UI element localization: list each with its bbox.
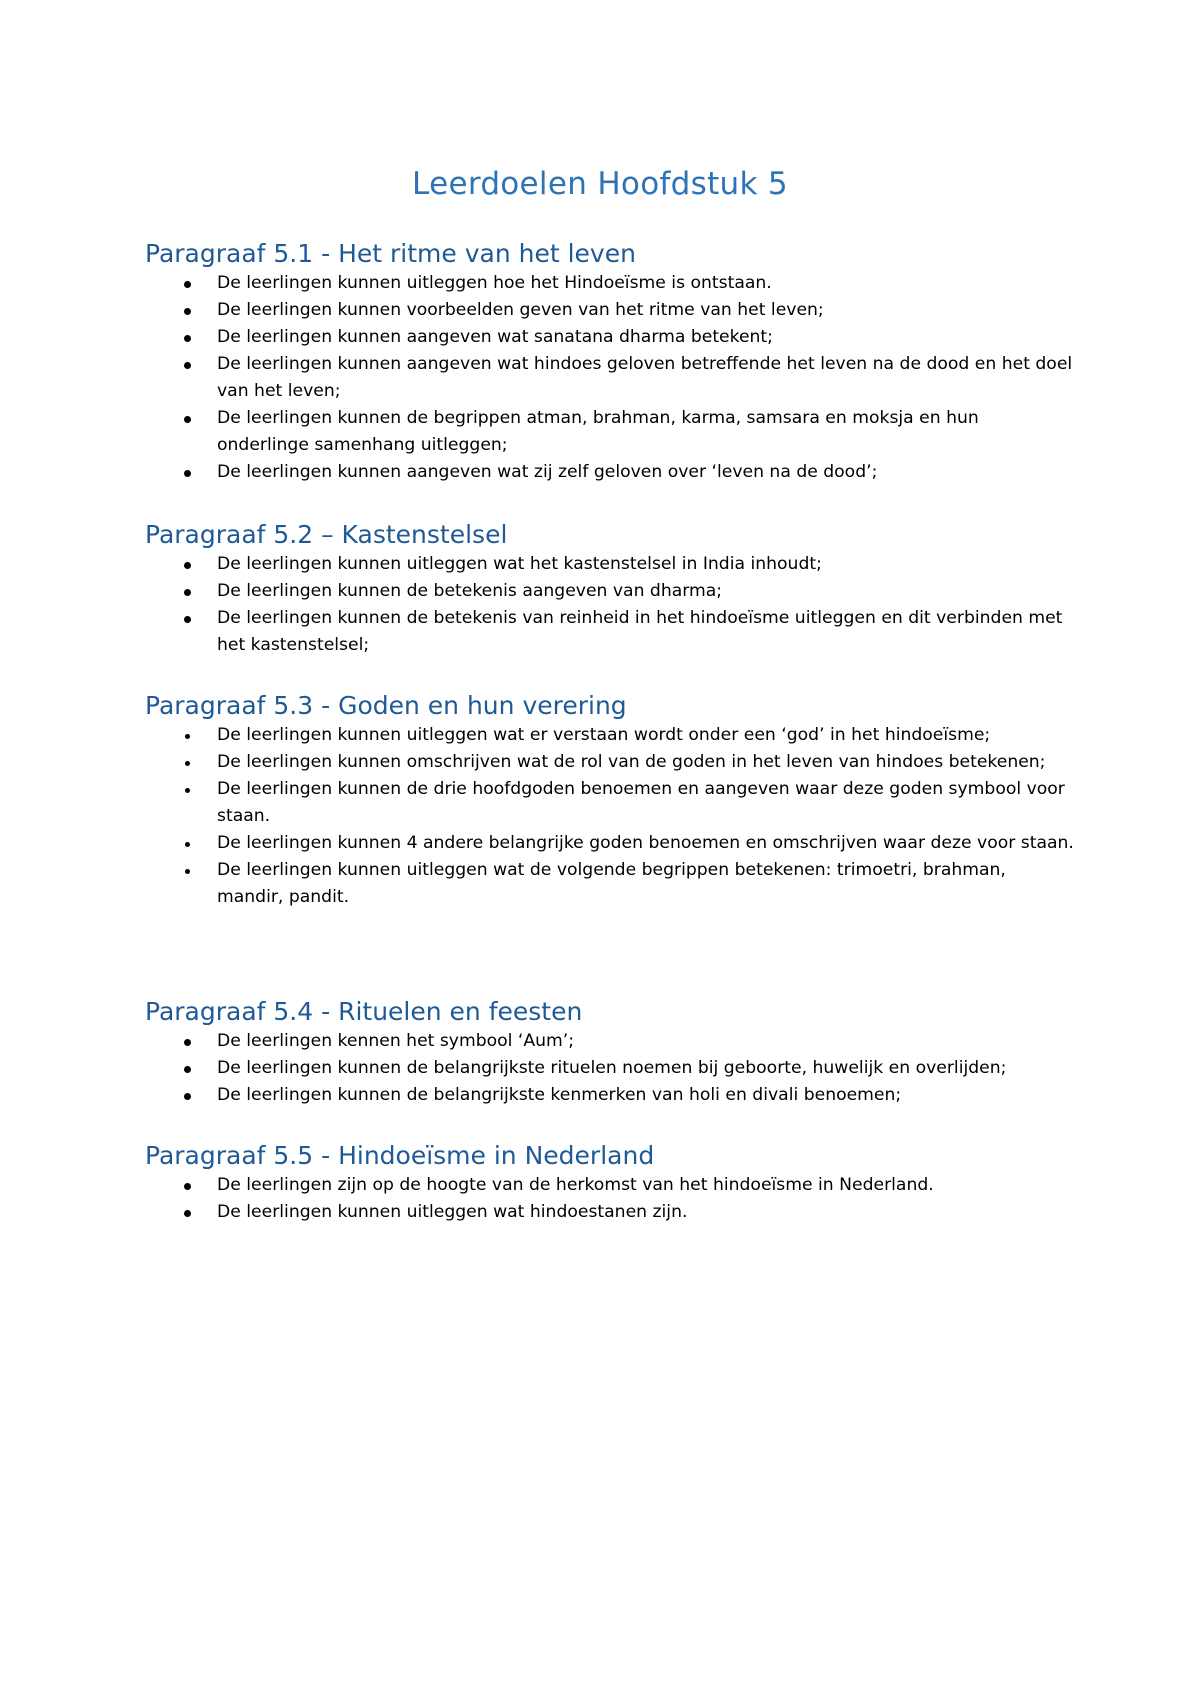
bullet-list: [145, 1172, 1075, 1226]
list-item-text: De leerlingen kunnen uitleggen wat er verstaan wordt onder een ‘god’ in het hindoeïsme;: [217, 725, 991, 745]
bullet-list: [145, 270, 1075, 486]
list-item: [145, 405, 1075, 459]
list-item: [145, 578, 1075, 605]
bullet-list: [145, 1028, 1075, 1109]
list-item-text: De leerlingen zijn op de hoogte van de herkomst van het hindoeïsme in Nederland.: [217, 1175, 934, 1195]
bullet-icon: [185, 761, 190, 766]
section-heading: Paragraaf 5.4 - Rituelen en feesten: [145, 997, 583, 1026]
bullet-icon: [185, 734, 190, 739]
bullet-icon: [184, 1066, 191, 1073]
bullet-icon: [184, 562, 191, 569]
list-item-text: De leerlingen kunnen voorbeelden geven van het ritme van het leven;: [217, 300, 824, 320]
bullet-icon: [185, 788, 190, 793]
bullet-icon: [184, 416, 191, 423]
list-item: [145, 776, 1075, 830]
list-item-text: De leerlingen kunnen aangeven wat zij zelf geloven over ‘leven na de dood’;: [217, 462, 878, 482]
list-item-text: De leerlingen kunnen de begrippen atman, brahman, karma, samsara en moksja en hun onderlinge samenhang uitleggen;: [217, 408, 979, 455]
list-item: [145, 551, 1075, 578]
section-5-2: [145, 519, 1075, 659]
list-item: [145, 1172, 1075, 1199]
list-item: [145, 459, 1075, 486]
list-item: [145, 749, 1075, 776]
list-item-text: De leerlingen kunnen de drie hoofdgoden benoemen en aangeven waar deze goden symbool voor staan.: [217, 779, 1065, 826]
list-item: [145, 351, 1075, 405]
list-item-text: De leerlingen kunnen de betekenis aangeven van dharma;: [217, 581, 723, 601]
list-item: [145, 1199, 1075, 1226]
section-heading: Paragraaf 5.5 - Hindoeïsme in Nederland: [145, 1141, 655, 1170]
list-item-text: De leerlingen kennen het symbool ‘Aum’;: [217, 1031, 575, 1051]
section-heading: Paragraaf 5.1 - Het ritme van het leven: [145, 239, 636, 268]
section-5-4: [145, 996, 1075, 1109]
bullet-icon: [184, 1183, 191, 1190]
list-item: [145, 857, 1075, 911]
bullet-icon: [185, 869, 190, 874]
section-5-3: [145, 690, 1075, 911]
list-item-text: De leerlingen kunnen uitleggen wat het kastenstelsel in India inhoudt;: [217, 554, 822, 574]
list-item: [145, 1082, 1075, 1109]
bullet-icon: [185, 842, 190, 847]
list-item: [145, 1055, 1075, 1082]
bullet-icon: [184, 616, 191, 623]
section-5-5: [145, 1140, 1075, 1226]
section-5-1: [145, 238, 1075, 486]
bullet-icon: [184, 1210, 191, 1217]
list-item-text: De leerlingen kunnen aangeven wat hindoes geloven betreffende het leven na de dood en het doel van het leven;: [217, 354, 1073, 401]
bullet-list: [145, 551, 1075, 659]
list-item-text: De leerlingen kunnen de belangrijkste rituelen noemen bij geboorte, huwelijk en overlijden;: [217, 1058, 1007, 1078]
list-item-text: De leerlingen kunnen uitleggen hoe het Hindoeïsme is ontstaan.: [217, 273, 772, 293]
document-title: Leerdoelen Hoofdstuk 5: [412, 166, 788, 202]
bullet-icon: [184, 1039, 191, 1046]
list-item-text: De leerlingen kunnen de belangrijkste kenmerken van holi en divali benoemen;: [217, 1085, 902, 1105]
list-item: [145, 830, 1075, 857]
list-item: [145, 1028, 1075, 1055]
bullet-icon: [184, 362, 191, 369]
bullet-icon: [184, 308, 191, 315]
list-item: [145, 270, 1075, 297]
bullet-icon: [184, 335, 191, 342]
list-item: [145, 297, 1075, 324]
list-item-text: De leerlingen kunnen de betekenis van reinheid in het hindoeïsme uitleggen en dit verbinden met het kastenstelsel;: [217, 608, 1063, 655]
list-item-text: De leerlingen kunnen aangeven wat sanatana dharma betekent;: [217, 327, 773, 347]
list-item: [145, 324, 1075, 351]
bullet-icon: [184, 470, 191, 477]
section-heading: Paragraaf 5.3 - Goden en hun verering: [145, 691, 627, 720]
bullet-icon: [184, 1093, 191, 1100]
list-item: [145, 605, 1075, 659]
list-item-text: De leerlingen kunnen omschrijven wat de rol van de goden in het leven van hindoes betekenen;: [217, 752, 1046, 772]
section-heading: Paragraaf 5.2 – Kastenstelsel: [145, 520, 508, 549]
list-item-text: De leerlingen kunnen uitleggen wat hindoestanen zijn.: [217, 1202, 688, 1222]
bullet-list: [145, 722, 1075, 911]
list-item: [145, 722, 1075, 749]
bullet-icon: [184, 589, 191, 596]
list-item-text: De leerlingen kunnen 4 andere belangrijke goden benoemen en omschrijven waar deze voor staan.: [217, 833, 1074, 853]
bullet-icon: [184, 281, 191, 288]
list-item-text: De leerlingen kunnen uitleggen wat de volgende begrippen betekenen: trimoetri, brahman, mandir, pandit.: [217, 860, 1006, 907]
